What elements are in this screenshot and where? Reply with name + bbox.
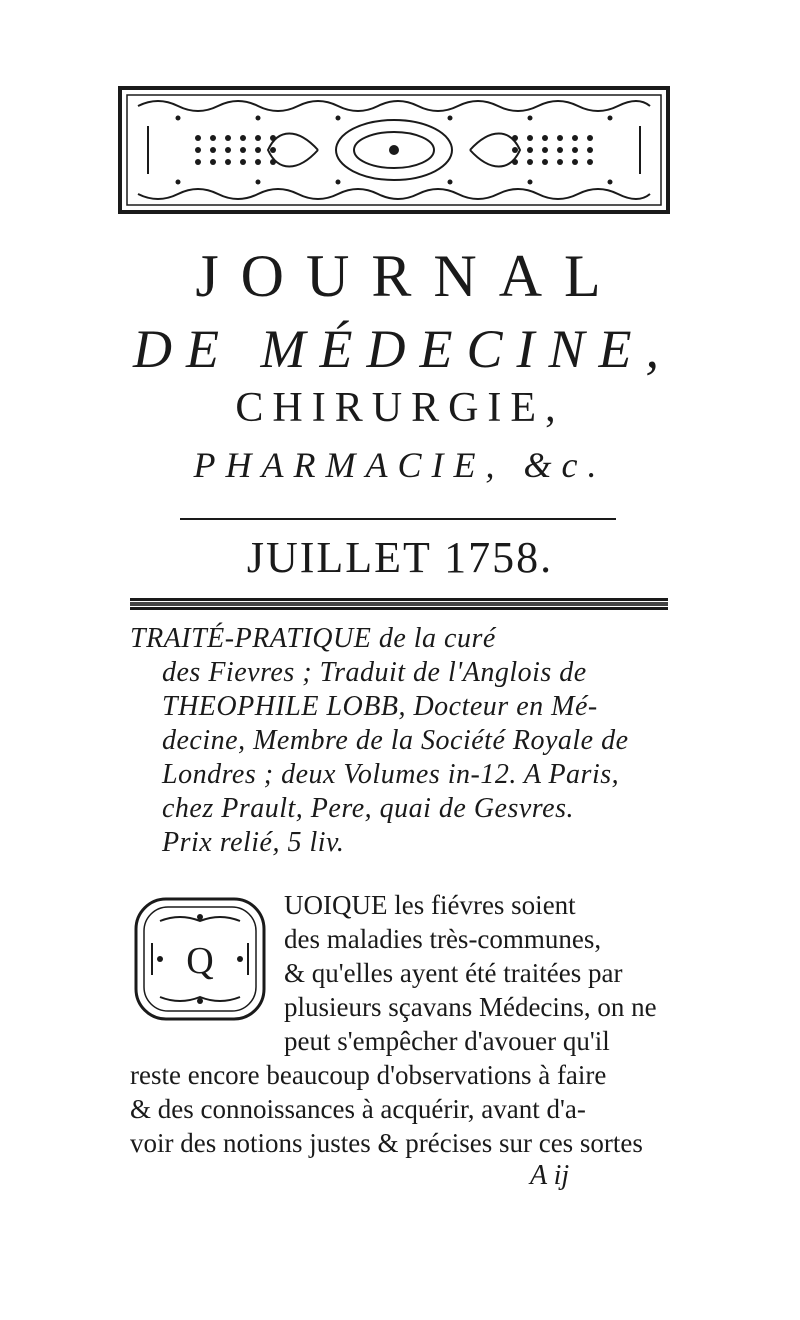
citation-line: THEOPHILE LOBB, Docteur en Mé- [162,691,598,722]
journal-subtitle-medecine: DE MÉDECINE, [133,319,673,379]
citation-line: des Fievres ; Traduit de l'Anglois de [162,657,587,688]
article-body [130,888,678,1160]
ornament-header [118,78,670,218]
journal-subtitle-pharmacie: PHARMACIE, &c. [193,445,607,485]
body-line: peut s'empêcher d'avouer qu'il [284,1026,610,1056]
book-citation [130,622,690,860]
drop-cap-letter: Q [186,940,214,982]
body-line: des maladies très-communes, [284,924,602,954]
signature-mark: A ij [530,1160,570,1191]
divider-thin [180,518,616,520]
body-line: & des connoissances à acquérir, avant d'a- [130,1094,586,1124]
citation-line: Londres ; deux Volumes in-12. A Paris, [162,759,620,790]
citation-line: decine, Membre de la Société Royale de [162,725,629,756]
body-line: voir des notions justes & précises sur ces sortes [130,1128,643,1158]
citation-line: TRAITÉ-PRATIQUE de la curé [130,623,496,654]
journal-title: JOURNAL [195,243,623,309]
body-line: reste encore beaucoup d'observations à faire [130,1060,607,1090]
body-line: plusieurs sçavans Médecins, on ne [284,992,657,1022]
journal-subtitle-chirurgie: CHIRURGIE, [235,385,565,431]
issue-date: JUILLET 1758. [246,533,554,582]
citation-line: chez Prault, Pere, quai de Gesvres. [162,793,574,824]
body-line: UOIQUE les fiévres soient [284,890,576,920]
citation-line: Prix relié, 5 liv. [162,827,345,858]
body-line: & qu'elles ayent été traitées par [284,958,623,988]
divider-ornamental [130,598,668,610]
